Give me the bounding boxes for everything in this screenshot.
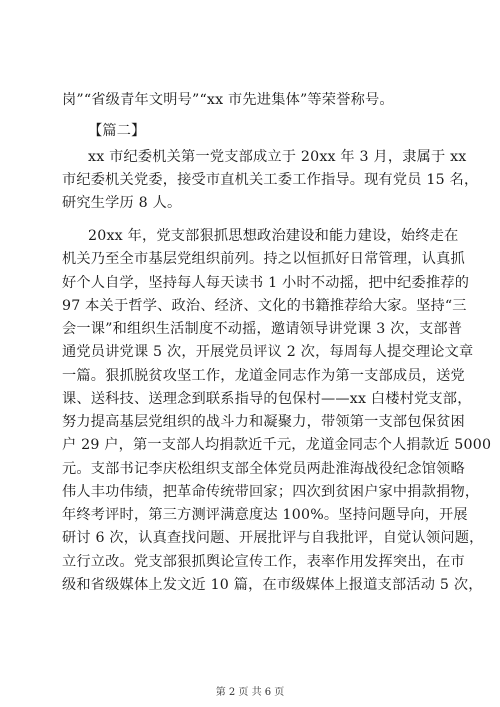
paragraph-line: xx 市纪委机关第一党支部成立于 20xx 年 3 月，隶属于 xx (88, 149, 467, 165)
paragraph-line: 级和省级媒体上发文近 10 篇，在市级媒体上报道支部活动 5 次， (62, 577, 483, 593)
section-heading: 【篇二】 (88, 123, 146, 139)
paragraph-line: 市纪委机关党委，接受市直机关工委工作指导。现有党员 15 名， (62, 172, 479, 188)
paragraph-line: 研讨 6 次，认真查找问题、开展批评与自我批评，自觉认领问题， (62, 530, 484, 546)
paragraph-line: 20xx 年，党支部狠抓思想政治建设和能力建设，始终走在 (88, 228, 459, 244)
paragraph-line: 研究生学历 8 人。 (62, 195, 182, 211)
paragraph-line: 97 本关于哲学、政治、经济、文化的书籍推荐给大家。坚持“三 (62, 298, 467, 314)
page-footer: 第 2 页 共 6 页 (215, 687, 285, 698)
paragraph-line: 通党员讲党课 5 次，开展党员评议 2 次，每周每人提交理论文章 (62, 344, 474, 360)
paragraph-line: 年终考评时，第三方测评满意度达 100%。坚持问题导向，开展 (62, 507, 468, 523)
paragraph-line: 元。支部书记李庆松组织支部全体党员两赴淮海战役纪念馆领略 (62, 461, 465, 477)
paragraph-line: 机关乃至全市基层党组织前列。持之以恒抓好日常管理，认真抓 (62, 251, 465, 267)
paragraph-line: 努力提高基层党组织的战斗力和凝聚力，带领第一支部包保贫困 (62, 414, 465, 430)
paragraph-line: 课、送科技、送理念到联系指导的包保村——xx 白楼村党支部， (62, 391, 472, 407)
paragraph-line: 伟人丰功伟绩，把革命传统带回家；四次到贫困户家中捐款捐物， (62, 484, 480, 500)
paragraph-line: 户 29 户，第一支部人均捐款近千元，龙道金同志个人捐款近 5000 (62, 437, 492, 453)
paragraph-line: 会一课”和组织生活制度不动摇，邀请领导讲党课 3 次，支部普 (62, 321, 463, 337)
paragraph-line: 立行立改。党支部狠抓舆论宣传工作，表率作用发挥突出，在市 (62, 554, 465, 570)
paragraph-line: 好个人自学，坚持每人每天读书 1 小时不动摇，把中纪委推荐的 (62, 275, 470, 291)
text-line: 岗”“省级青年文明号”“xx 市先进集体”等荣誉称号。 (62, 92, 394, 108)
paragraph-line: 一篇。狠抓脱贫攻坚工作，龙道金同志作为第一支部成员，送党 (62, 368, 465, 384)
